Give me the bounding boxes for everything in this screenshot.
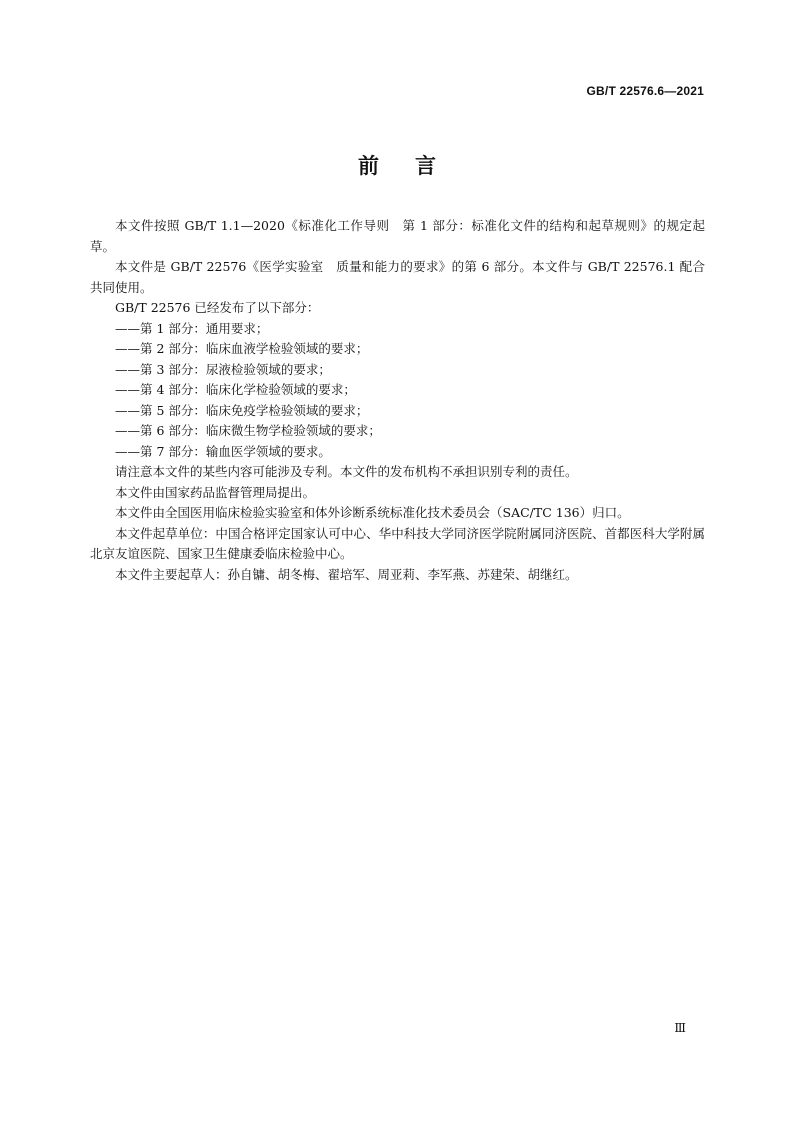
list-item-part-4: ——第 4 部分：临床化学检验领域的要求； (115, 382, 356, 397)
document-id: GB/T 22576.6—2021 (586, 84, 704, 98)
foreword-body (90, 216, 705, 585)
list-item-part-5: ——第 5 部分：临床免疫学检验领域的要求； (115, 402, 369, 418)
paragraph-proposer: 本文件由国家药品监督管理局提出。 (115, 484, 316, 500)
paragraph-drafting-rules: 本文件按照 GB/T 1.1—2020《标准化工作导则 第 1 部分：标准化文件的结构和起草规则》的规定起草。 (90, 218, 705, 254)
paragraph-drafting-units: 本文件起草单位：中国合格评定国家认可中心、华中科技大学同济医学院附属同济医院、首都医科大学附属北京友谊医院、国家卫生健康委临床检验中心。 (90, 525, 705, 561)
list-item-part-2: ——第 2 部分：临床血液学检验领域的要求； (115, 341, 369, 356)
list-item-part-6: ——第 6 部分：临床微生物学检验领域的要求； (115, 423, 381, 438)
list-item-part-3: ——第 3 部分：尿液检验领域的要求； (115, 361, 331, 377)
list-item-part-7: ——第 7 部分：输血医学领域的要求。 (115, 443, 331, 459)
paragraph-drafters: 本文件主要起草人：孙自镛、胡冬梅、翟培军、周亚莉、李军燕、苏建荣、胡继红。 (115, 566, 578, 582)
paragraph-published-parts: GB/T 22576 已经发布了以下部分： (115, 300, 320, 315)
page-title: 前言 (358, 154, 472, 178)
paragraph-committee: 本文件由全国医用临床检验实验室和体外诊断系统标准化技术委员会（SAC/TC 136）归口。 (115, 505, 630, 520)
list-item-part-1: ——第 1 部分：通用要求； (115, 320, 269, 336)
paragraph-patent-notice: 请注意本文件的某些内容可能涉及专利。本文件的发布机构不承担识别专利的责任。 (115, 464, 578, 479)
paragraph-part-statement: 本文件是 GB/T 22576《医学实验室 质量和能力的要求》的第 6 部分。本文件与 GB/T 22576.1 配合共同使用。 (90, 259, 705, 295)
page-number: Ⅲ (674, 1021, 686, 1035)
